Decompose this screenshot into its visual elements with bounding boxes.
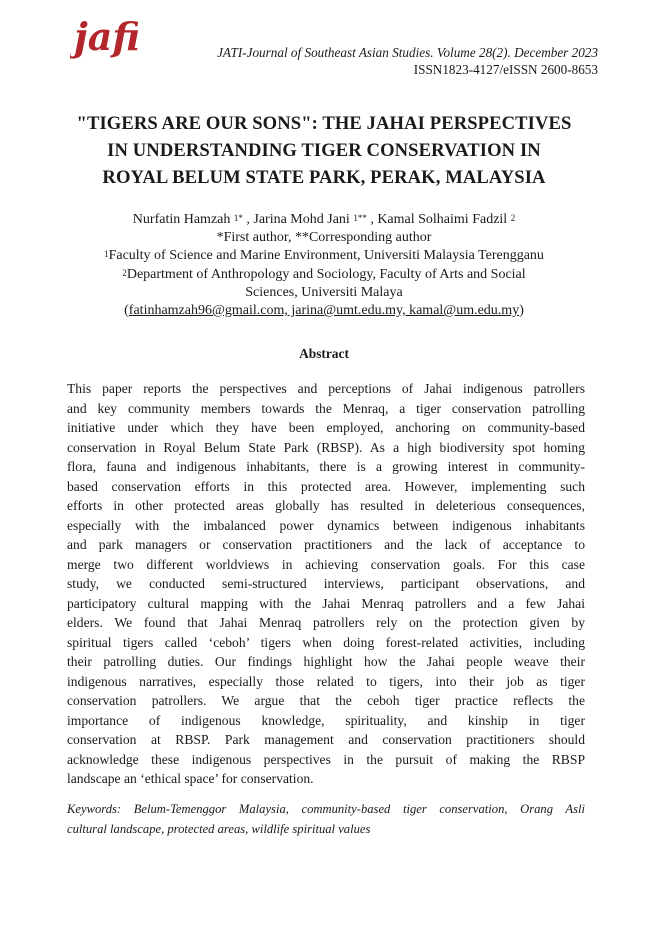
title-line: "TIGERS ARE OUR SONS": THE JAHAI PERSPECTIVES (76, 113, 572, 134)
abstract-line: especially with the imbalanced power dynamics between indigenous inhabitants (67, 517, 585, 533)
keywords-line: cultural landscape, protected areas, wildlife spiritual values (67, 821, 371, 836)
emails-close: ) (519, 303, 524, 319)
abstract-line: their patrolling duties. Our findings highlight how the Jahai people weave their (67, 654, 585, 669)
emails-open: ( (124, 303, 129, 319)
abstract-line: conservation at RBSP. Park management and conservation practitioners should (67, 732, 585, 747)
email-links[interactable]: fatinhamzah96@gmail.com, jarina@umt.edu.my, kamal@um.edu.my (128, 303, 520, 319)
author-1-affiliation: 1* (233, 213, 243, 223)
author-emails (40, 302, 608, 320)
keywords (67, 800, 585, 839)
affiliation-1-marker: 1 (104, 249, 109, 260)
abstract-line: initiative under which they have been employed, anchoring on community-based (67, 420, 585, 435)
abstract-line: conservation patrollers. We argue that the ceboh tiger practice reflects the (67, 693, 585, 708)
affiliation-2 (40, 266, 608, 284)
author-2-affiliation: 1** (353, 213, 367, 223)
keywords-line: Keywords: Belum-Temenggor Malaysia, community-based tiger conservation, Orang Asli (67, 802, 585, 816)
abstract-line: conservation in Royal Belum State Park (RBSP). As a high biodiversity spot homing (67, 439, 585, 455)
author-block (40, 211, 608, 320)
title-line: ROYAL BELUM STATE PARK, PERAK, MALAYSIA (102, 167, 546, 188)
journal-issn: ISSN1823-4127/eISSN 2600-8653 (413, 62, 598, 77)
abstract-line: and park managers or conservation practitioners and the lack of acceptance to (67, 537, 585, 552)
abstract-line: acknowledge these indigenous perspectives in the pursuit of making the RBSP (67, 751, 585, 767)
title-line: IN UNDERSTANDING TIGER CONSERVATION IN (107, 140, 541, 161)
abstract-line: and key community members towards the Menraq, a tiger conservation patrolling (67, 400, 585, 416)
author-3-affiliation: 2 (510, 213, 516, 223)
author-3: , Kamal Solhaimi Fadzil (370, 212, 508, 227)
abstract-line: importance of indigenous knowledge, spirituality, and kinship in tiger (67, 712, 585, 728)
abstract-line: merge two different worldviews in achieving conservation goals. For this case (67, 556, 585, 572)
abstract-line: participatory cultural mapping with the Jahai Menraq patrollers and a few Jahai (67, 595, 585, 611)
abstract-line: indigenous narratives, especially those related to tigers, into their job as tiger (67, 673, 585, 689)
abstract-line: study, we conducted semi-structured interviews, participant observations, and (67, 576, 585, 591)
abstract-heading: Abstract (299, 346, 349, 361)
author-2: , Jarina Mohd Jani (246, 212, 350, 227)
journal-logo (70, 10, 146, 68)
abstract-line: elders. We found that Jahai Menraq patrollers rely on the protection given by (67, 615, 585, 630)
author-names (40, 211, 608, 229)
affiliation-1 (40, 247, 608, 265)
affiliation-2-text: Department of Anthropology and Sociology, Faculty of Arts and Social (126, 266, 526, 282)
affiliation-1-text: Faculty of Science and Marine Environment, Universiti Malaysia Terengganu (108, 248, 544, 264)
abstract-line: landscape an ‘ethical space’ for conservation. (67, 771, 314, 786)
abstract-line: spiritual tigers called ‘ceboh’ tigers when doing forest-related activities, including (67, 634, 585, 650)
abstract-line: based conservation efforts in this protected area. However, implementing such (67, 478, 585, 494)
abstract-line: flora, fauna and indigenous inhabitants, there is a growing interest in community- (67, 459, 585, 474)
journal-citation: JATI-Journal of Southeast Asian Studies. Volume 28(2). December 2023 (217, 45, 598, 60)
abstract-line: This paper reports the perspectives and perceptions of Jahai indigenous patrollers (67, 381, 585, 396)
abstract-line: efforts in other protected areas globally has resulted in deleterious consequences, (67, 498, 585, 513)
author-note: *First author, **Corresponding author (216, 230, 432, 246)
paper-title (40, 110, 608, 191)
journal-header (217, 44, 598, 78)
author-1: Nurfatin Hamzah (132, 212, 231, 227)
affiliation-2-cont: Sciences, Universiti Malaya (245, 284, 403, 300)
affiliation-2-marker: 2 (122, 267, 127, 278)
abstract-body (67, 379, 585, 789)
logo-text: jafi (74, 14, 140, 59)
